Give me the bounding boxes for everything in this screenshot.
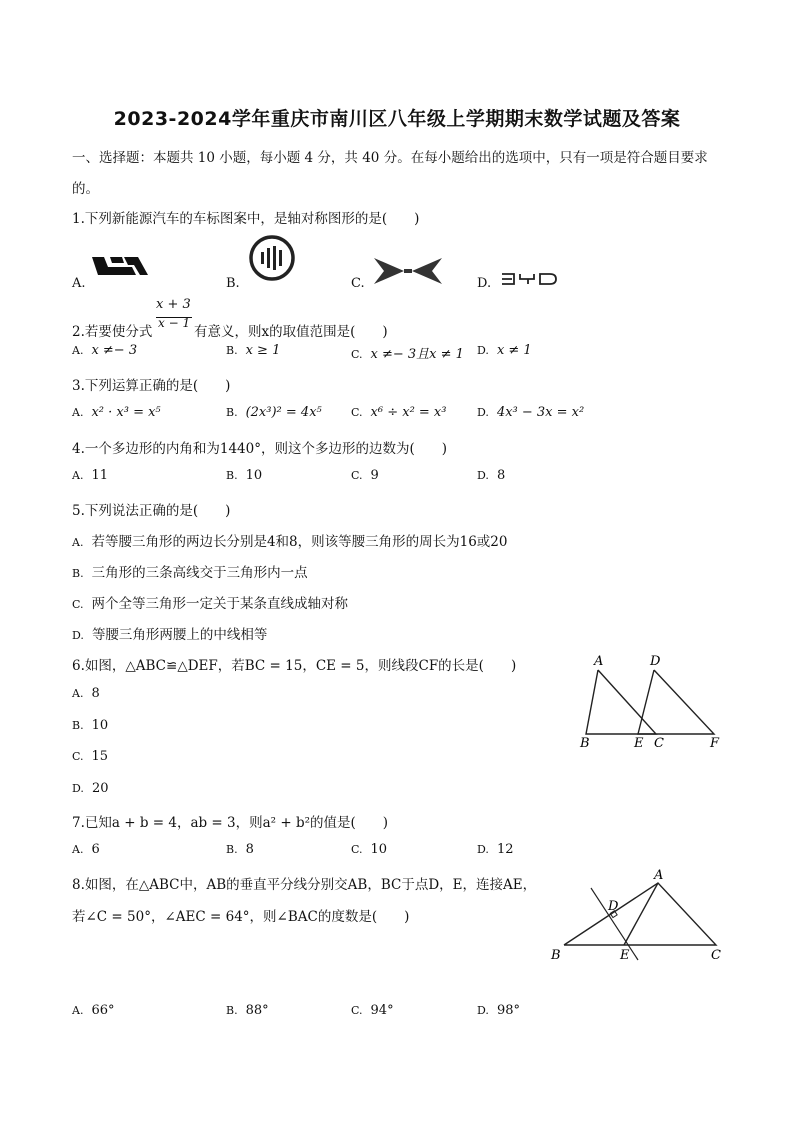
q8-label-b: B (551, 948, 561, 963)
q6-option-b (72, 718, 108, 733)
q7-stem: 7.已知a + b = 4，ab = 3，则a² + b²的值是( ) (72, 815, 389, 831)
q7-key-b: B. (226, 843, 238, 856)
q4-option-b (226, 468, 262, 483)
triangle-def (638, 670, 714, 734)
q6-val-d: 20 (91, 781, 109, 796)
q1-label-c: C. (351, 276, 365, 291)
q5-key-b: B. (72, 567, 84, 580)
q7-key-a: A. (72, 843, 84, 856)
q4-val-d: 8 (496, 468, 506, 483)
q4-option-d (477, 468, 505, 483)
q6-key-a: A. (72, 687, 84, 700)
q7-key-d: D. (477, 843, 489, 856)
q8-option-d (477, 1003, 520, 1018)
q5-key-c: C. (72, 598, 84, 611)
q5-val-a: 若等腰三角形的两边长分别是4和8，则该等腰三角形的周长为16或20 (91, 534, 508, 550)
q5-stem: 5.下列说法正确的是( ) (72, 503, 231, 519)
q7-val-c: 10 (370, 842, 388, 857)
q3-val-d: 4x³ − 3x = x² (496, 405, 585, 420)
q6-label-f: F (710, 736, 720, 751)
q6-label-b: B (580, 736, 590, 751)
q4-key-c: C. (351, 469, 363, 482)
q2-stem-pre: 2.若要使分式 (72, 324, 153, 340)
q4-option-a (72, 468, 108, 483)
q8-label-a: A (654, 868, 664, 883)
q2-val-a: x ≠− 3 (91, 343, 138, 358)
section-heading-cont: 的。 (72, 181, 99, 197)
q5-option-c (72, 592, 348, 612)
q2-val-d: x ≠ 1 (496, 343, 532, 358)
q8-stem-line2: 若∠C = 50°，∠AEC = 64°，则∠BAC的度数是( ) (72, 909, 410, 925)
byd-logo (500, 272, 558, 286)
q7-option-a (72, 842, 100, 857)
q8-val-d: 98° (496, 1003, 520, 1018)
q3-option-d (477, 405, 584, 420)
q3-val-a: x² · x³ = x⁵ (91, 405, 161, 420)
q3-val-b: (2x³)² = 4x⁵ (245, 405, 322, 420)
q8-option-b (226, 1003, 269, 1018)
q6-val-a: 8 (91, 686, 100, 701)
q4-key-b: B. (226, 469, 238, 482)
q4-option-c (351, 468, 379, 483)
q8-key-b: B. (226, 1004, 238, 1017)
q2-key-a: A. (72, 344, 84, 357)
q2-key-c: C. (351, 348, 363, 361)
q6-option-d (72, 781, 108, 796)
q3-stem: 3.下列运算正确的是( ) (72, 378, 231, 394)
q2-fraction (156, 297, 196, 333)
q6-label-c: C (654, 736, 664, 751)
q8-label-d: D (608, 899, 619, 914)
q8-key-a: A. (72, 1004, 84, 1017)
q3-key-d: D. (477, 406, 489, 419)
q2-option-c (351, 343, 464, 362)
q8-key-d: D. (477, 1004, 489, 1017)
triangle-abc (564, 883, 716, 945)
q2-option-b (226, 343, 280, 358)
q8-val-c: 94° (370, 1003, 394, 1018)
q7-key-c: C. (351, 843, 363, 856)
q7-option-b (226, 842, 254, 857)
q6-label-a: A (594, 654, 604, 669)
nio-style-logo (248, 234, 296, 282)
q5-option-a (72, 530, 508, 550)
q3-key-b: B. (226, 406, 238, 419)
q3-option-c (351, 405, 446, 420)
q6-key-d: D. (72, 782, 84, 795)
q8-option-c (351, 1003, 394, 1018)
q2-key-b: B. (226, 344, 238, 357)
q5-val-c: 两个全等三角形一定关于某条直线成轴对称 (91, 596, 349, 612)
q5-key-a: A. (72, 536, 84, 549)
q4-stem: 4.一个多边形的内角和为1440°，则这个多边形的边数为( ) (72, 441, 448, 457)
q8-label-e: E (620, 948, 630, 963)
q8-stem-line1: 8.如图，在△ABC中，AB的垂直平分线分别交AB，BC于点D，E，连接AE， (72, 877, 537, 893)
lynk-logo (92, 253, 150, 279)
q1-stem: 1.下列新能源汽车的车标图案中，是轴对称图形的是( ) (72, 211, 420, 227)
q6-option-c (72, 749, 108, 764)
page-title: 2023-2024学年重庆市南川区八年级上学期期末数学试题及答案 (113, 108, 681, 130)
q4-val-a: 11 (91, 468, 108, 483)
q3-key-a: A. (72, 406, 84, 419)
q4-key-a: A. (72, 469, 84, 482)
q4-val-b: 10 (245, 468, 263, 483)
q2-option-d (477, 343, 532, 358)
q4-key-d: D. (477, 469, 489, 482)
q8-key-c: C. (351, 1004, 363, 1017)
q1-label-d: D. (477, 276, 492, 291)
q7-val-d: 12 (496, 842, 514, 857)
q7-val-b: 8 (245, 842, 254, 857)
q3-val-c: x⁶ ÷ x² = x³ (370, 405, 447, 420)
q8-val-a: 66° (91, 1003, 115, 1018)
q6-label-e: E (634, 736, 644, 751)
q6-val-c: 15 (91, 749, 109, 764)
q8-figure (546, 868, 728, 964)
q8-option-a (72, 1003, 115, 1018)
q6-val-b: 10 (91, 718, 109, 733)
q8-label-c: C (711, 948, 721, 963)
q3-option-b (226, 405, 322, 420)
q2-key-d: D. (477, 344, 489, 357)
q6-figure (572, 650, 732, 752)
q3-key-c: C. (351, 406, 363, 419)
q5-option-b (72, 561, 308, 581)
q6-key-c: C. (72, 750, 84, 763)
q3-option-a (72, 405, 161, 420)
q5-key-d: D. (72, 629, 84, 642)
q5-val-d: 等腰三角形两腰上的中线相等 (91, 627, 268, 643)
q6-stem: 6.如图，△ABC≌△DEF，若BC = 15，CE = 5，则线段CF的长是( ) (72, 658, 517, 674)
q1-label-b: B. (226, 276, 240, 291)
q8-val-b: 88° (245, 1003, 269, 1018)
q7-val-a: 6 (91, 842, 100, 857)
section-heading: 一、选择题：本题共 10 小题，每小题 4 分，共 40 分。在每小题给出的选项中，只有一项是符合题目要求 (72, 150, 708, 166)
xpeng-logo (374, 256, 442, 286)
q2-val-c: x ≠− 3且x ≠ 1 (370, 347, 464, 362)
q5-val-b: 三角形的三条高线交于三角形内一点 (91, 565, 308, 581)
q2-frac-numerator: x + 3 (156, 297, 191, 312)
q2-stem-post: 有意义，则x的取值范围是( ) (194, 324, 388, 340)
q6-option-a (72, 686, 100, 701)
q4-val-c: 9 (370, 468, 379, 483)
q5-option-d (72, 623, 267, 643)
q2-frac-denominator: x − 1 (158, 316, 191, 330)
q6-key-b: B. (72, 719, 84, 732)
q2-val-b: x ≥ 1 (245, 343, 281, 358)
q6-label-d: D (650, 654, 661, 669)
segment-ae (624, 883, 658, 945)
q2-option-a (72, 343, 137, 358)
q1-label-a: A. (72, 276, 86, 291)
q7-option-d (477, 842, 513, 857)
q7-option-c (351, 842, 387, 857)
